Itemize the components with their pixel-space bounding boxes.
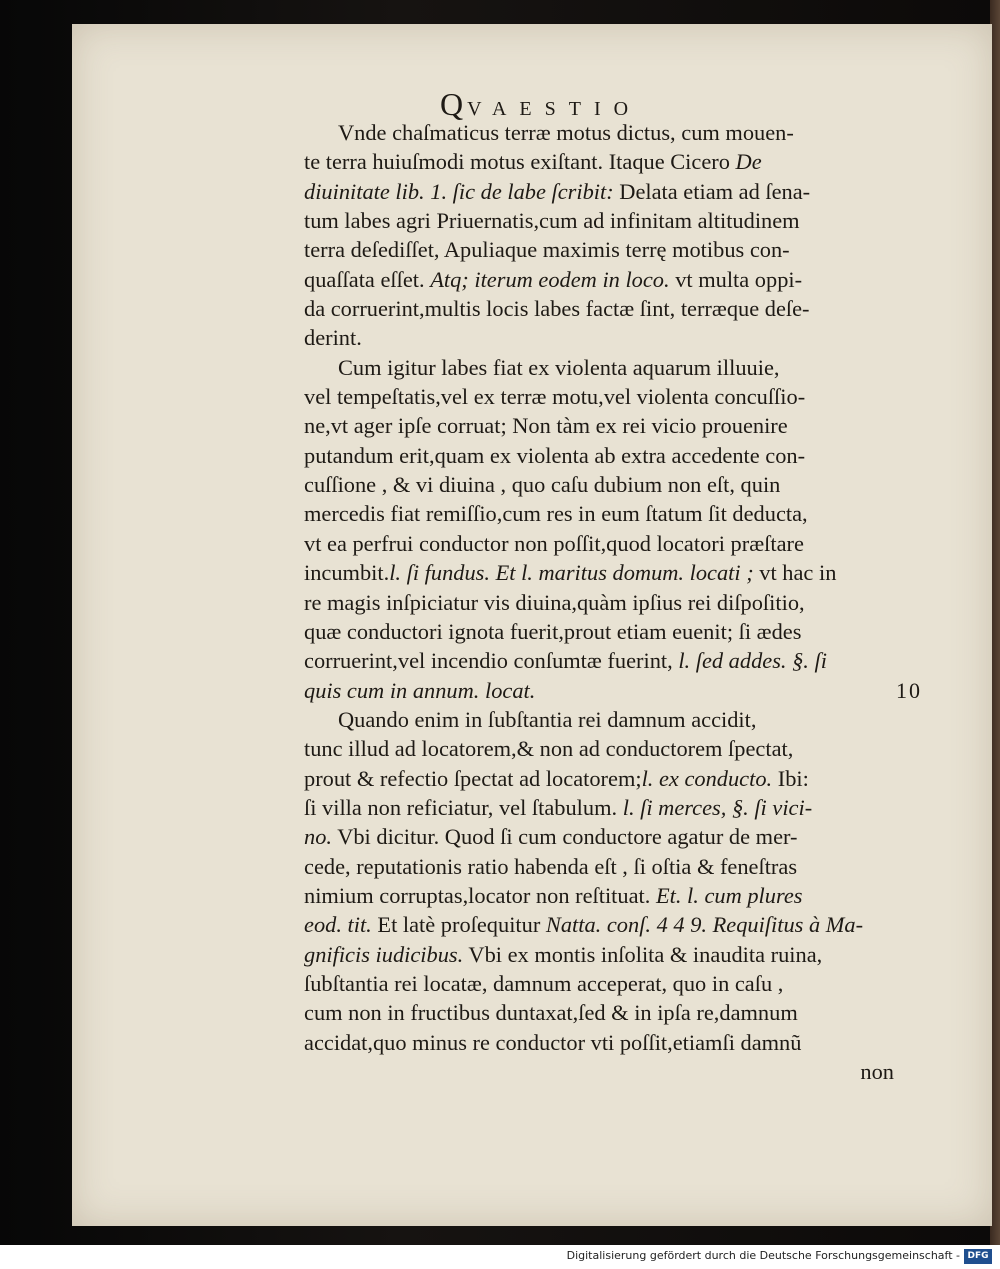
text-line xyxy=(304,177,894,206)
text-line xyxy=(304,118,894,147)
funding-credit: Digitalisierung gefördert durch die Deutsche Forschungsgemeinschaft - xyxy=(566,1249,960,1262)
text-segment: tum labes agri Priuernatis,cum ad infinitam altitudinem xyxy=(304,208,800,234)
body-text xyxy=(304,118,894,1086)
text-line xyxy=(304,969,894,998)
text-segment: quæ conductori ignota fuerit,prout etiam euenit; ſi ædes xyxy=(304,618,802,644)
text-line xyxy=(304,822,894,851)
text-segment: Et latè proſequitur xyxy=(371,912,546,938)
text-line xyxy=(304,265,894,294)
text-segment: ſi villa non reficiatur, vel ſtabulum. xyxy=(304,794,623,820)
text-segment: quaſſata eſſet. xyxy=(304,266,431,292)
italic-citation: quis cum in annum. locat. xyxy=(304,677,536,703)
text-line xyxy=(304,734,894,763)
text-segment: terra deſediſſet, Apuliaque maximis terrę motibus con- xyxy=(304,237,790,263)
italic-citation: l. ex conducto. xyxy=(641,765,773,791)
italic-citation: l. ſed addes. §. ſi xyxy=(678,648,827,674)
text-segment: vt multa oppi- xyxy=(669,266,803,292)
italic-citation: eod. tit. xyxy=(304,912,372,938)
text-segment: ne,vt ager ipſe corruat; Non tàm ex rei vicio prouenire xyxy=(304,413,788,439)
italic-citation: gnificis iudicibus. xyxy=(304,941,464,967)
text-line xyxy=(304,353,894,382)
text-segment: Ibi: xyxy=(772,765,809,791)
text-line xyxy=(304,206,894,235)
text-segment: putandum erit,quam ex violenta ab extra accedente con- xyxy=(304,442,806,468)
text-segment: te terra huiuſmodi motus exiſtant. Itaque Cicero xyxy=(304,149,736,175)
text-segment: incumbit. xyxy=(304,560,390,586)
text-segment: Vbi dicitur. Quod ſi cum conductore agatur de mer- xyxy=(332,824,798,850)
italic-citation: l. ſi merces, §. ſi vici- xyxy=(622,794,813,820)
text-segment: mercedis fiat remiſſio,cum res in eum ſtatum ſit deducta, xyxy=(304,501,808,527)
text-segment: vt hac in xyxy=(753,560,837,586)
italic-citation: Natta. conſ. 4 4 9. Requiſitus à Ma- xyxy=(545,912,864,938)
text-segment: prout & refectio ſpectat ad locatorem; xyxy=(304,765,642,791)
text-line xyxy=(304,1028,894,1057)
margin-number: 10 xyxy=(896,678,922,703)
italic-citation: De xyxy=(735,149,762,175)
text-segment: Quando enim in ſubſtantia rei damnum accidit, xyxy=(338,706,757,732)
text-line xyxy=(304,852,894,881)
text-segment: vel tempeſtatis,vel ex terræ motu,vel violenta concuſſio- xyxy=(304,384,806,410)
text-segment: cum non in fructibus duntaxat,ſed & in ipſa re,damnum xyxy=(304,1000,798,1026)
text-line xyxy=(304,382,894,411)
text-line xyxy=(304,411,894,440)
text-segment: non xyxy=(860,1059,894,1084)
text-line xyxy=(304,940,894,969)
text-line xyxy=(304,910,894,939)
text-segment: corruerint,vel incendio conſumtæ fuerint, xyxy=(304,648,679,674)
text-segment: accidat,quo minus re conductor vti poſſit,etiamſi damnũ xyxy=(304,1029,802,1055)
text-segment: ſubſtantia rei locatæ, damnum acceperat, quo in caſu , xyxy=(304,970,784,996)
text-line xyxy=(304,764,894,793)
text-line xyxy=(304,441,894,470)
header-rest: VAESTIO xyxy=(467,98,642,120)
text-line xyxy=(304,147,894,176)
text-line xyxy=(304,529,894,558)
text-line xyxy=(304,881,894,910)
text-line xyxy=(304,323,894,352)
italic-citation: Atq; iterum eodem in loco. xyxy=(430,266,670,292)
text-line xyxy=(304,793,894,822)
text-segment: vt ea perfrui conductor non poſſit,quod locatori præſtare xyxy=(304,530,804,556)
text-line xyxy=(304,558,894,587)
text-line xyxy=(304,998,894,1027)
text-segment: Vnde chaſmaticus terræ motus dictus, cum mouen- xyxy=(338,120,794,145)
text-line xyxy=(304,470,894,499)
italic-citation: diuinitate lib. 1. ſic de labe ſcribit: xyxy=(304,178,614,204)
text-segment: derint. xyxy=(304,325,362,351)
text-segment: Vbi ex montis inſolita & inaudita ruina, xyxy=(463,941,823,967)
header-initial: Q xyxy=(440,86,468,122)
text-segment: nimium corruptas,locator non reſtituat. xyxy=(304,882,656,908)
text-segment: cede, reputationis ratio habenda eſt , ſi oſtia & feneſtras xyxy=(304,853,798,879)
text-segment: cuſſione , & vi diuina , quo caſu dubium non eſt, quin xyxy=(304,472,781,498)
dfg-logo-icon: DFG xyxy=(964,1249,992,1264)
text-line xyxy=(304,617,894,646)
text-segment: Delata etiam ad ſena- xyxy=(613,178,811,204)
text-segment: Cum igitur labes fiat ex violenta aquarum illuuie, xyxy=(338,354,780,380)
text-line xyxy=(304,676,894,705)
text-line xyxy=(304,235,894,264)
italic-citation: l. ſi fundus. Et l. maritus domum. locati ; xyxy=(389,560,754,586)
text-line xyxy=(304,294,894,323)
text-line xyxy=(304,705,894,734)
text-line xyxy=(304,646,894,675)
text-line xyxy=(304,588,894,617)
italic-citation: no. xyxy=(304,824,332,850)
text-segment: tunc illud ad locatorem,& non ad conductorem ſpectat, xyxy=(304,736,794,762)
text-segment: re magis inſpiciatur vis diuina,quàm ipſius rei diſpoſitio, xyxy=(304,589,805,615)
text-segment: da corruerint,multis locis labes factæ ſint, terræque deſe- xyxy=(304,296,810,322)
italic-citation: Et. l. cum plures xyxy=(655,882,803,908)
text-line xyxy=(304,1057,894,1086)
text-line xyxy=(304,499,894,528)
